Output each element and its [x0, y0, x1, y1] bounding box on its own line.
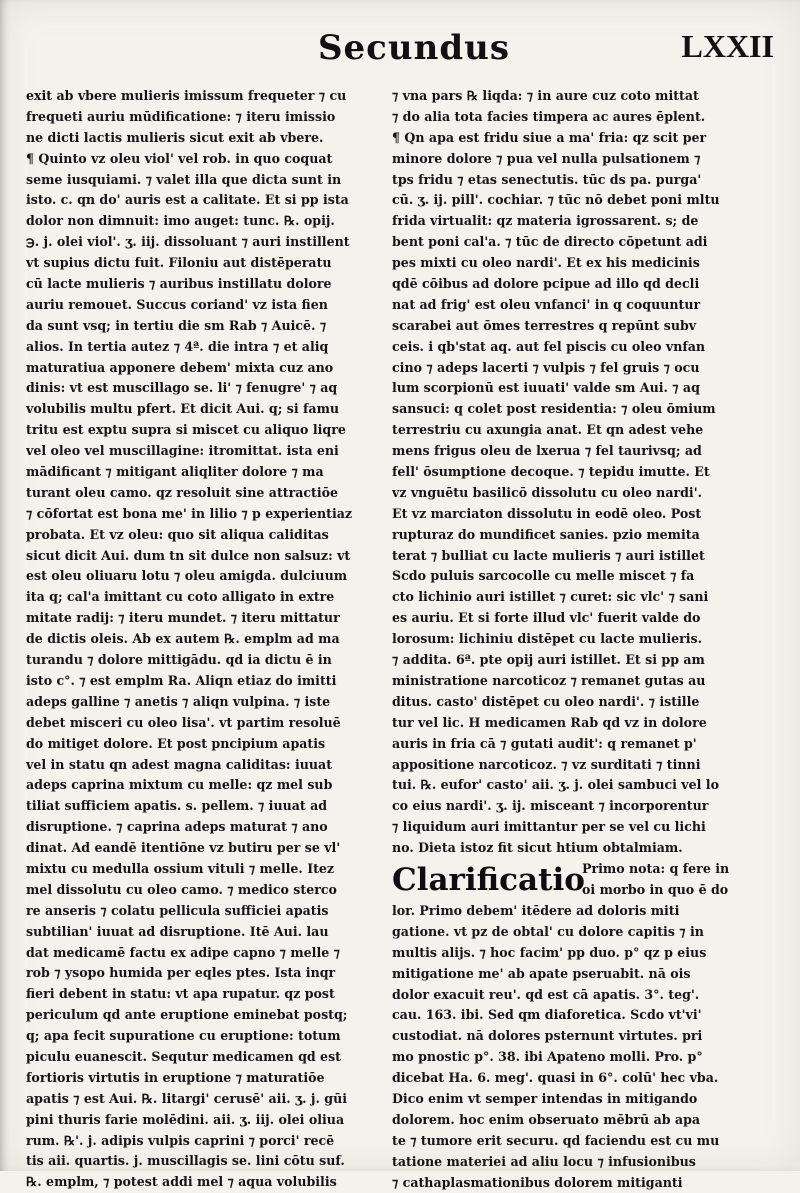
- text-line: scarabei aut ōmes terrestres q repūnt subv: [392, 317, 697, 333]
- text-line: lum scorpionū est iuuati' valde sm Aui. ⁊ aq: [392, 380, 700, 396]
- running-head: Secundus: [318, 28, 510, 68]
- text-line: da sunt vsq; in tertiu die sm Rab ⁊ Auicē. ⁊: [26, 317, 327, 333]
- text-line: sansuci: q colet post residentia: ⁊ oleu ōmium: [392, 401, 716, 417]
- text-line: es auriu. Et si forte illud vlc' fuerit valde do: [392, 610, 701, 626]
- text-line: rupturaz do mundificet sanies. pzio memita: [392, 526, 700, 542]
- text-line: periculum qd ante eruptione eminebat postq;: [26, 1007, 348, 1023]
- text-line: fieri debent in statu: vt apa rupatur. qz post: [26, 986, 335, 1002]
- text-line: Et vz marciaton dissolutu in eodē oleo. Post: [392, 505, 702, 521]
- text-line: mixtu cu medulla ossium vituli ⁊ melle. Itez: [26, 860, 335, 876]
- text-line: lor. Primo debem' itēdere ad doloris miti: [392, 902, 680, 918]
- text-line: minore dolore ⁊ pua vel nulla pulsationem ⁊: [392, 150, 701, 166]
- text-line: ⁊ vna pars ℞ liqda: ⁊ in aure cuz coto mittat: [392, 88, 699, 103]
- text-line: gatione. vt pz de obtal' cu dolore capitis ⁊ in: [392, 923, 704, 939]
- text-line: bent poni cal'a. ⁊ tūc de directo cōpetunt adi: [392, 234, 708, 250]
- right-column-bottom-text: [392, 901, 770, 1193]
- text-line: dicebat Ha. 6. meg'. quasi in 6°. colū' hec vba.: [392, 1070, 719, 1086]
- text-line: de dictis oleis. Ab ex autem ℞. emplm ad ma: [26, 631, 340, 647]
- text-line: re anseris ⁊ colatu pellicula sufficiei apatis: [26, 902, 329, 918]
- text-line: vel in statu qn adest magna caliditas: iuuat: [26, 756, 333, 772]
- right-column-top-text: [392, 86, 770, 859]
- text-line: isto c°. ⁊ est emplm Ra. Aliqn etiaz do imitti: [26, 672, 337, 688]
- text-line: debet misceri cu oleo lisa'. vt partim resoluē: [26, 714, 341, 730]
- text-line: auris in fria cā ⁊ gutati audit': q remanet p': [392, 735, 697, 751]
- text-line: mel dissolutu cu oleo camo. ⁊ medico sterco: [26, 881, 337, 897]
- text-line: cto lichinio auri istillet ⁊ curet: sic vlc' ⁊ sani: [392, 589, 709, 605]
- text-line: auriu remouet. Succus coriand' vz ista fien: [26, 296, 328, 312]
- text-line: piculu euanescit. Sequtur medicamen qd est: [26, 1048, 341, 1064]
- text-line: frequeti auriu mūdificatione: ⁊ iteru imissio: [26, 108, 336, 124]
- text-line: ministratione narcoticoz ⁊ remanet gutas au: [392, 672, 706, 688]
- text-line: nat ad frig' est oleu vnfanci' in q coquuntur: [392, 296, 701, 312]
- text-line: ⁊ do alia tota facies timpera ac aures ēplent.: [392, 108, 706, 124]
- text-line: volubilis multu pfert. Et dicit Aui. q; si famu: [26, 401, 340, 417]
- text-line: co eius nardi'. ʒ. ij. misceant ⁊ incorporentur: [392, 798, 709, 814]
- text-line: pes mixti cu oleo nardi'. Et ex his medicinis: [392, 255, 700, 271]
- section-heading-block: [392, 859, 770, 901]
- text-line: qdē cōibus ad dolore pcipue ad illo qd decli: [392, 276, 700, 292]
- text-line: tritu est exptu supra si miscet cu aliquo liqre: [26, 422, 346, 438]
- text-line: rob ⁊ ysopo humida per eqles ptes. Ista inqr: [26, 965, 336, 981]
- text-line: frida virtualit: qz materia igrossarent. s; de: [392, 213, 699, 229]
- text-line: custodiat. nā dolores psternunt virtutes. pri: [392, 1028, 703, 1044]
- text-line: sicut dicit Aui. dum tn sit dulce non salsuz: vt: [26, 547, 351, 563]
- text-line: tps fridu ⁊ etas senectutis. tūc ds pa. purga': [392, 171, 702, 187]
- text-line: disruptione. ⁊ caprina adeps maturat ⁊ ano: [26, 819, 328, 835]
- text-line: tur vel lic. H medicamen Rab qd vz in dolore: [392, 714, 707, 730]
- text-line: mens frigus oleu de lxerua ⁊ fel taurivsq; ad: [392, 443, 702, 459]
- folio-number: LXXII: [681, 28, 774, 64]
- text-line: mitate radij: ⁊ iteru mundet. ⁊ iteru mittatur: [26, 610, 340, 626]
- section-title: Clarificatio: [392, 861, 585, 898]
- text-line: mādificant ⁊ mitigant aliqliter dolore ⁊ ma: [26, 464, 324, 480]
- text-line: vel oleo vel muscillagine: itromittat. ista eni: [26, 443, 339, 459]
- text-line: multis alijs. ⁊ hoc facim' pp duo. p° qz p eius: [392, 944, 707, 960]
- text-line: ℞. emplm, ⁊ potest addi mel ⁊ aqua volubilis: [26, 1174, 337, 1190]
- text-line: ⁊ cathaplasmationibus dolorem mitiganti: [392, 1174, 683, 1190]
- text-line: turant oleu camo. qz resoluit sine attractiōe: [26, 484, 339, 500]
- text-line: no. Dieta istoz fit sicut htium obtalmiam.: [392, 840, 683, 856]
- text-line: dolor exacuit reu'. qd est cā apatis. 3°. teg'.: [392, 986, 700, 1002]
- text-line: maturatiua apponere debem' mixta cuz ano: [26, 359, 334, 375]
- text-line: cino ⁊ adeps lacerti ⁊ vulpis ⁊ fel gruis ⁊ ocu: [392, 359, 700, 375]
- text-line: dolorem. hoc enim obseruato mēbrū ab apa: [392, 1111, 701, 1127]
- text-line: mitigatione me' ab apate pseruabit. nā ois: [392, 965, 691, 981]
- text-line: cū. ʒ. ij. pill'. cochiar. ⁊ tūc nō debet poni mltu: [392, 192, 720, 208]
- text-line: ¶ Qn apa est fridu siue a ma' fria: qz scit per: [392, 129, 707, 145]
- text-line: cū lacte mulieris ⁊ auribus instillatu dolore: [26, 276, 332, 292]
- text-line: dolor non dimnuit: imo auget: tunc. ℞. opij.: [26, 213, 335, 229]
- text-line: mo pnostic p°. 38. ibi Apateno molli. Pro. p°: [392, 1049, 703, 1065]
- text-line: te ⁊ tumore erit securu. qd faciendu est cu mu: [392, 1132, 720, 1148]
- text-line: alios. In tertia autez ⁊ 4ª. die intra ⁊ et aliq: [26, 338, 329, 354]
- text-line: ⁊ addita. 6ª. pte opij auri istillet. Et si pp am: [392, 652, 705, 668]
- text-line: tiliat sufficiem apatis. s. pellem. ⁊ iuuat ad: [26, 798, 328, 814]
- text-line: terat ⁊ bulliat cu lacte mulieris ⁊ auri istillet: [392, 547, 705, 563]
- text-line: tui. ℞. eufor' casto' aii. ʒ. j. olei sambuci vel lo: [392, 777, 719, 793]
- text-line: ditus. casto' distēpet cu oleo nardi'. ⁊ istille: [392, 693, 700, 709]
- text-line: probata. Et vz oleu: quo sit aliqua caliditas: [26, 526, 329, 542]
- text-line: fell' ōsumptione decoque. ⁊ tepidu imutte. Et: [392, 464, 710, 480]
- text-line: adeps caprina mixtum cu melle: qz mel sub: [26, 777, 333, 793]
- text-line: rum. ℞'. j. adipis vulpis caprini ⁊ porci' recē: [26, 1132, 335, 1148]
- right-text-column: [392, 86, 770, 1193]
- text-line: ¶ Quinto vz oleu viol' vel rob. in quo coquat: [26, 150, 333, 166]
- text-line: tatione materiei ad aliu locu ⁊ infusionibus: [392, 1153, 696, 1169]
- text-line: cau. 163. ibi. Sed qm diaforetica. Scdo vt'vi': [392, 1007, 702, 1023]
- text-line: ⁊ liquidum auri imittantur per se vel cu lichi: [392, 819, 706, 835]
- text-line: q; apa fecit supuratione cu eruptione: totum: [26, 1028, 341, 1044]
- text-line: exit ab vbere mulieris imissum frequeter ⁊ cu: [26, 88, 347, 103]
- text-line: dat medicamē factu ex adipe capno ⁊ melle ⁊: [26, 944, 340, 960]
- text-line: appositione narcoticoz. ⁊ vz surditati ⁊ tinni: [392, 756, 701, 772]
- page-header: [0, 22, 800, 82]
- text-line: seme iusquiami. ⁊ valet illa que dicta sunt in: [26, 171, 342, 187]
- text-line: subtilian' iuuat ad disruptione. Itē Aui. lau: [26, 923, 329, 939]
- text-line: lorosum: lichiniu distēpet cu lacte mulieris.: [392, 631, 703, 647]
- text-line: vz vnguētu basilicō dissolutu cu oleo nardi'.: [392, 484, 702, 500]
- text-line: oi morbo in quo ē do: [582, 881, 729, 897]
- text-line: tis aii. quartis. j. muscillagis se. lini cōtu suf.: [26, 1153, 345, 1169]
- left-text-column: [26, 86, 386, 1193]
- text-line: dinat. Ad eandē itentiōne vz butiru per se vl': [26, 840, 341, 856]
- text-line: ⁊ cōfortat est bona me' in lilio ⁊ p experientiaz: [26, 505, 353, 521]
- text-line: ita q; cal'a imittant cu coto alligato in extre: [26, 589, 335, 605]
- text-line: Dico enim vt semper intendas in mitigando: [392, 1090, 698, 1106]
- text-line: ne dicti lactis mulieris sicut exit ab vbere.: [26, 129, 324, 145]
- text-line: ℈. j. olei viol'. ʒ. iij. dissoluant ⁊ auri instillent: [26, 234, 350, 250]
- text-line: turandu ⁊ dolore mittigādu. qd ia dictu ē in: [26, 652, 332, 668]
- text-line: apatis ⁊ est Aui. ℞. litargi' cerusē' aii. ʒ. j. gūi: [26, 1090, 348, 1106]
- text-line: terrestriu cu axungia anat. Et qn adest vehe: [392, 422, 704, 438]
- text-line: isto. c. qn do' auris est a calitate. Et si pp ista: [26, 192, 349, 208]
- text-line: pini thuris farie molēdini. aii. ʒ. iij. olei oliua: [26, 1111, 345, 1127]
- text-line: fortioris virtutis in eruptione ⁊ maturatiōe: [26, 1069, 325, 1085]
- text-line: ceis. i qb'stat aq. aut fel piscis cu oleo vnfan: [392, 338, 706, 354]
- text-line: dinis: vt est muscillago se. li' ⁊ fenugre' ⁊ aq: [26, 380, 338, 396]
- text-line: Primo nota: q fere in: [582, 860, 730, 876]
- text-line: est oleu oliuaru lotu ⁊ oleu amigda. dulciuum: [26, 568, 348, 584]
- text-line: Scdo puluis sarcocolle cu melle miscet ⁊ fa: [392, 568, 695, 584]
- text-line: adeps galline ⁊ anetis ⁊ aliqn vulpina. ⁊ iste: [26, 693, 331, 709]
- text-line: do mitiget dolore. Et post pncipium apatis: [26, 735, 326, 751]
- text-line: vt supius dictu fuit. Filoniu aut distēperatu: [26, 255, 332, 271]
